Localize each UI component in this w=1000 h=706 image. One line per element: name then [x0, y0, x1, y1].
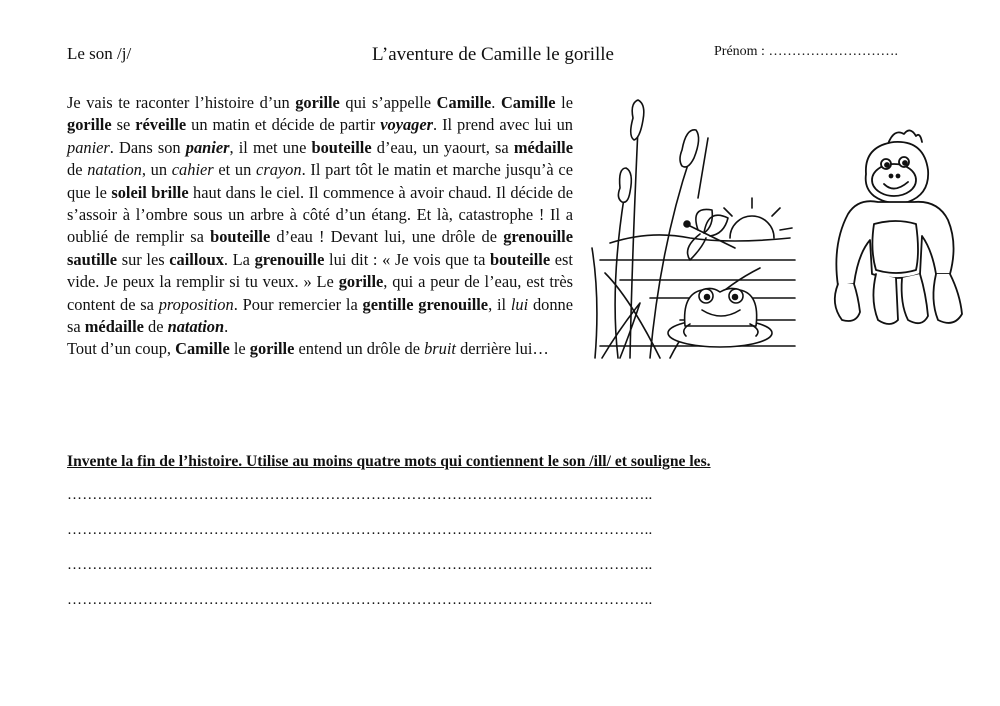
emphasized-word: bouteille	[311, 137, 372, 157]
emphasized-word: cailloux	[169, 249, 224, 269]
story-text-run: un matin et décide de partir	[186, 115, 381, 135]
story-text	[67, 92, 573, 361]
story-text-run: Tout d’un coup,	[67, 339, 176, 359]
story-text-run: . Dans son	[109, 137, 186, 157]
story-text-run: de	[143, 317, 168, 337]
emphasized-word: lui	[510, 294, 529, 314]
emphasized-word: cahier	[171, 160, 214, 180]
story-text-run: , il met une	[229, 137, 312, 157]
emphasized-word: bouteille	[490, 249, 551, 269]
story-text-run: .	[224, 317, 229, 337]
emphasized-word: proposition	[158, 294, 234, 314]
story-text-run: , un	[141, 160, 172, 180]
story-text-run: . Il prend avec lui un	[433, 115, 573, 135]
emphasized-word: bruit	[424, 339, 456, 359]
story-text-run: d’eau, un yaourt, sa	[371, 137, 514, 157]
story-text-run: d’eau ! Devant lui, une drôle de	[270, 227, 504, 247]
story-text-run: le	[229, 339, 250, 359]
emphasized-word: crayon	[256, 160, 302, 180]
story-paragraph-1	[67, 92, 573, 338]
writing-line-1[interactable]: ……………………………………………………………………………………………………..	[67, 487, 653, 503]
story-text-run: et un	[213, 160, 257, 180]
emphasized-word: gorille	[338, 272, 384, 292]
story-text-run: de	[67, 160, 88, 180]
emphasized-word: réveille	[135, 115, 187, 135]
story-text-run: . Il part tôt le matin et marche jusqu’à ce que le	[67, 160, 573, 202]
story-text-run: haut dans le ciel. Il commence à avoir chaud. Il décide de s’assoir à l’ombre sous un arbre à côté d’un étang. Et là, catastrophe ! Il a oublié de remplir sa	[67, 182, 573, 247]
writing-line-4[interactable]: ……………………………………………………………………………………………………..	[67, 592, 653, 608]
pond-illustration	[590, 98, 800, 363]
emphasized-word: natation	[167, 317, 225, 337]
emphasized-word: grenouille sautille	[67, 227, 574, 269]
story-text-run: lui dit : « Je vois que ta	[324, 249, 490, 269]
story-text-run: derrière lui…	[455, 339, 549, 359]
emphasized-word: voyager	[380, 115, 434, 135]
emphasized-word: gentille grenouille	[362, 294, 489, 314]
story-paragraph-2	[67, 338, 573, 360]
emphasized-word: grenouille	[254, 249, 325, 269]
story-text-run: . Pour remercier la	[233, 294, 363, 314]
emphasized-word: médaille	[513, 137, 573, 157]
emphasized-word: Camille	[436, 93, 492, 112]
story-text-run: se	[111, 115, 136, 135]
story-text-run: , il	[488, 294, 511, 314]
story-text-run: le	[555, 93, 573, 112]
writing-instruction: Invente la fin de l’histoire. Utilise au moins quatre mots qui contiennent le son /ill/ et souligne les.	[67, 453, 711, 470]
emphasized-word: natation	[87, 160, 142, 180]
story-text-run: sur les	[117, 249, 170, 269]
emphasized-word: bouteille	[210, 227, 271, 247]
emphasized-word: soleil brille	[111, 182, 189, 202]
gorilla-illustration	[818, 124, 970, 344]
story-text-run: qui s’appelle	[339, 93, 437, 112]
emphasized-word: médaille	[84, 317, 144, 337]
story-text-run: donne sa	[67, 294, 574, 337]
story-text-run: entend un drôle de	[294, 339, 425, 359]
emphasized-word: gorille	[295, 93, 340, 112]
first-name-field[interactable]: Prénom : ……………………….	[714, 44, 898, 59]
emphasized-word: gorille	[249, 339, 295, 359]
emphasized-word: Camille	[500, 93, 556, 112]
sound-label: Le son /j/	[67, 44, 132, 63]
writing-line-3[interactable]: ……………………………………………………………………………………………………..	[67, 557, 653, 573]
story-text-run: Je vais te raconter l’histoire d’un	[67, 93, 296, 112]
emphasized-word: panier	[185, 137, 230, 157]
emphasized-word: Camille	[175, 339, 230, 359]
writing-line-2[interactable]: ……………………………………………………………………………………………………..	[67, 522, 653, 538]
story-text-run: , qui a peur de l’eau, est très content de sa	[67, 272, 573, 314]
emphasized-word: gorille	[67, 115, 112, 135]
emphasized-word: panier	[67, 137, 110, 157]
story-text-run: . La	[223, 249, 255, 269]
page-title: L’aventure de Camille le gorille	[372, 44, 614, 65]
story-text-run: .	[491, 93, 501, 112]
story-text-run: est vide. Je peux la remplir si tu veux. » Le	[67, 249, 573, 292]
